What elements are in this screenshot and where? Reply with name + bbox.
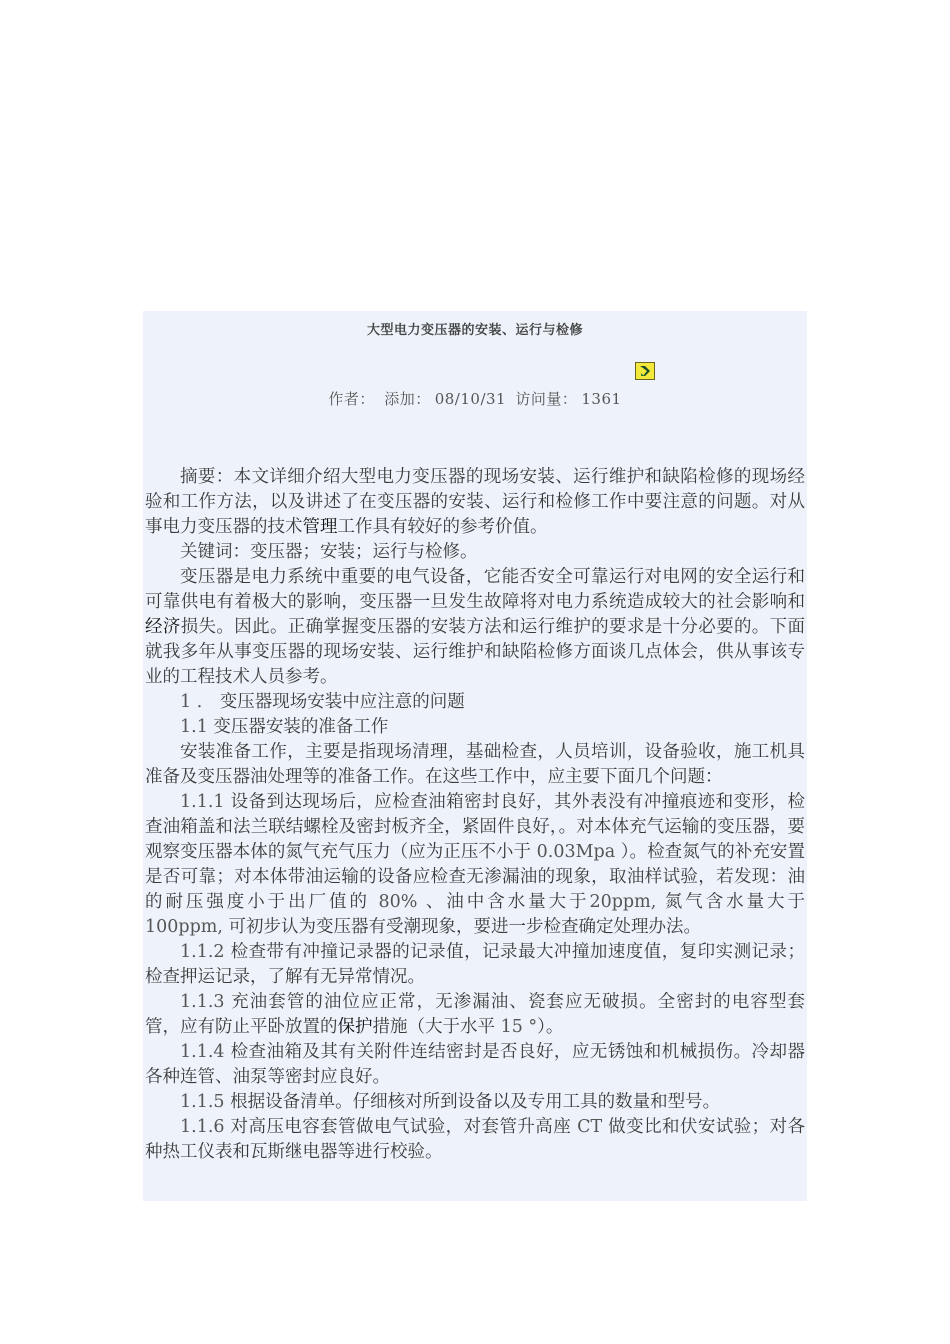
prep-paragraph: 安装准备工作，主要是指现场清理，基础检查，人员培训，设备验收，施工机具准备及变压器油处理等的准备工作。在这些工作中，应主要下面几个问题：: [145, 742, 805, 787]
link-protection[interactable]: 保护: [337, 1017, 373, 1037]
keywords-paragraph: 关键词：变压器；安装；运行与检修。: [180, 542, 478, 562]
section-heading-1-1: 1.1 变压器安装的准备工作: [180, 717, 389, 737]
article-meta: [145, 388, 805, 409]
section-heading-1: 1 ． 变压器现场安装中应注意的问题: [180, 692, 465, 712]
added-date: 08/10/31: [434, 390, 507, 408]
added-label: 添加：: [384, 390, 431, 408]
link-management[interactable]: 管理: [302, 517, 338, 537]
icon-row: [145, 362, 805, 386]
item-1-1-6: 1.1.6 对高压电容套管做电气试验，对套管升高座 CT 做变比和伏安试验；对各种热工仪表和瓦斯继电器等进行校验。: [145, 1117, 805, 1162]
item-1-1-1: 1.1.1 设备到达现场后，应检查油箱密封良好，其外表没有冲撞痕迹和变形，检查油箱盖和法兰联结螺栓及密封板齐全，紧固件良好，。对本体充气运输的变压器，要观察变压器本体的氮气充气压力（应为正压不小于 0.03Mpa ）。检查氮气的补充安置是否可靠；对本体带油运输的设备应检查无渗漏油的现象，取油样试验，若发现：油的耐压强度小于出厂值的 80% 、油中含水量大于20ppm, 氮气含水量大于 100ppm, 可初步认为变压器有受潮现象，要进一步检查确定处理办法。: [145, 792, 805, 937]
article-title: 大型电力变压器的安装、运行与检修: [366, 323, 583, 338]
item-1-1-5: 1.1.5 根据设备清单。仔细核对所到设备以及专用工具的数量和型号。: [180, 1092, 721, 1112]
print-icon[interactable]: [635, 362, 655, 380]
views-count: 1361: [581, 390, 622, 408]
article-container: [143, 311, 807, 1201]
link-economy[interactable]: 经济: [145, 617, 181, 637]
views-label: 访问量：: [515, 390, 578, 408]
item-1-1-3: 1.1.3 充油套管的油位应正常，无渗漏油、瓷套应无破损。全密封的电容型套管，应有防止平卧放置的保护措施（大于水平 15 °）。: [145, 992, 805, 1037]
article-body: [145, 465, 805, 1165]
abstract-paragraph: 摘要：本文详细介绍大型电力变压器的现场安装、运行维护和缺陷检修的现场经验和工作方法，以及讲述了在变压器的安装、运行和检修工作中要注意的问题。对从事电力变压器的技术管理工作具有较好的参考价值。: [145, 467, 805, 537]
intro-paragraph: 变压器是电力系统中重要的电气设备，它能否安全可靠运行对电网的安全运行和可靠供电有着极大的影响，变压器一旦发生故障将对电力系统造成较大的社会影响和经济损失。因此。正确掌握变压器的安装方法和运行维护的要求是十分必要的。下面就我多年从事变压器的现场安装、运行维护和缺陷检修方面谈几点体会，供从事该专业的工程技术人员参考。: [145, 567, 806, 687]
item-1-1-2: 1.1.2 检查带有冲撞记录器的记录值，记录最大冲撞加速度值，复印实测记录；检查押运记录，了解有无异常情况。: [145, 942, 805, 987]
item-1-1-4: 1.1.4 检查油箱及其有关附件连结密封是否良好，应无锈蚀和机械损伤。冷却器各种连管、油泵等密封应良好。: [145, 1042, 805, 1087]
author-label: 作者：: [328, 390, 375, 408]
